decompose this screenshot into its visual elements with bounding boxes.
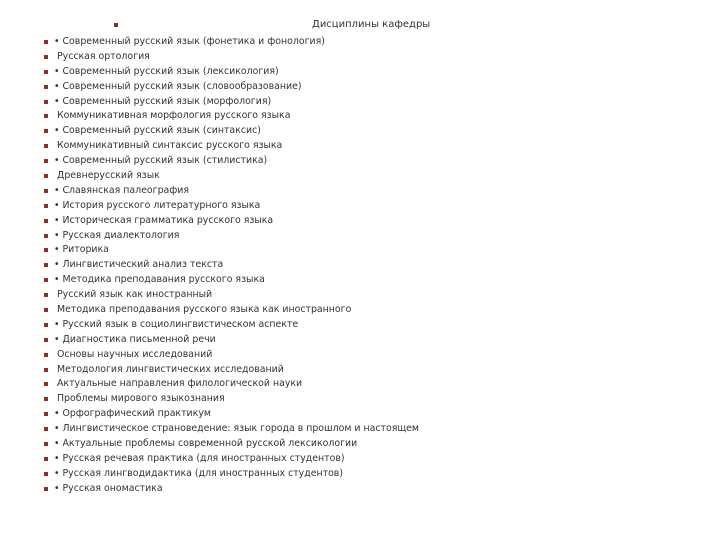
list-item-label: • Современный русский язык (фонетика и фонология) — [54, 36, 325, 47]
square-bullet-icon — [44, 323, 48, 327]
square-bullet-icon — [44, 219, 48, 223]
list-item — [0, 467, 720, 482]
list-item — [0, 65, 720, 80]
list-item — [0, 303, 720, 318]
square-bullet-icon — [44, 189, 48, 193]
square-bullet-icon — [44, 472, 48, 476]
square-bullet-icon — [44, 427, 48, 431]
list-item-label: • Орфографический практикум — [54, 408, 211, 420]
list-item-label: • Лингвистическое страноведение: язык города в прошлом и настоящем — [54, 423, 420, 435]
square-bullet-icon — [44, 278, 48, 282]
list-item — [0, 258, 720, 273]
title-row — [0, 18, 720, 34]
square-bullet-icon — [44, 263, 48, 267]
list-item-label: Актуальные направления филологической науки — [57, 378, 303, 390]
list-item-label: • Русская диалектология — [54, 229, 180, 241]
list-item-label: Методика преподавания русского языка как иностранного — [57, 304, 352, 316]
list-item-label: • Русский язык в социолингвистическом аспекте — [54, 318, 299, 330]
list-item — [0, 377, 720, 392]
list-item-label: • Славянская палеография — [54, 184, 190, 196]
square-bullet-icon — [44, 248, 48, 252]
square-bullet-icon — [44, 293, 48, 297]
list-item-label: • Диагностика письменной речи — [54, 333, 216, 345]
square-bullet-icon — [44, 457, 48, 461]
list-item — [0, 243, 720, 258]
list-item-label: • Современный русский язык (словообразование) — [54, 80, 302, 92]
square-bullet-icon — [44, 368, 48, 372]
square-bullet-icon — [44, 487, 48, 491]
square-bullet-icon — [44, 308, 48, 312]
square-bullet-icon — [44, 70, 48, 74]
list-item — [0, 333, 720, 348]
list-item — [0, 273, 720, 288]
list-item-label: • Современный русский язык (стилистика) — [54, 155, 268, 167]
square-bullet-icon — [44, 412, 48, 416]
square-bullet-icon — [44, 114, 48, 118]
list-item — [0, 348, 720, 363]
square-bullet-icon — [44, 85, 48, 89]
square-bullet-icon — [44, 159, 48, 163]
list-item — [0, 392, 720, 407]
list-item — [0, 407, 720, 422]
list-item — [0, 199, 720, 214]
list-item-label: Проблемы мирового языкознания — [57, 393, 225, 405]
square-bullet-icon — [44, 204, 48, 208]
list-item-label: Древнерусский язык — [57, 170, 160, 182]
list-item-label: Коммуникативный синтаксис русского языка — [57, 140, 283, 152]
list-item-label: • Современный русский язык (синтаксис) — [54, 125, 261, 137]
list-item-label: • История русского литературного языка — [54, 199, 261, 211]
list-item — [0, 363, 720, 378]
list-item — [0, 184, 720, 199]
square-bullet-icon — [44, 174, 48, 178]
square-bullet-icon — [44, 234, 48, 238]
list-item-label: • Лингвистический анализ текста — [54, 259, 224, 271]
list-item-label: • Риторика — [54, 244, 109, 256]
square-bullet-icon — [44, 40, 48, 44]
list-item-label: Русская ортология — [57, 50, 150, 62]
list-item-label: • Русская речевая практика (для иностранных студентов) — [54, 452, 345, 464]
square-bullet-icon — [44, 100, 48, 104]
list-item — [0, 50, 720, 65]
list-item — [0, 154, 720, 169]
list-item-label: • Русская ономастика — [54, 482, 163, 494]
list-item — [0, 35, 720, 50]
list-item-label: Коммуникативная морфология русского языка — [57, 110, 291, 122]
list-item — [0, 169, 720, 184]
title-bullet-icon — [114, 23, 118, 27]
list-item — [0, 452, 720, 467]
list-item — [0, 214, 720, 229]
list-item — [0, 124, 720, 139]
list-item — [0, 229, 720, 244]
square-bullet-icon — [44, 55, 48, 59]
list-item — [0, 109, 720, 124]
list-item-label: • Историческая грамматика русского языка — [54, 214, 274, 226]
list-item — [0, 422, 720, 437]
list-item — [0, 437, 720, 452]
list-item-label: • Русская лингводидактика (для иностранных студентов) — [54, 467, 343, 479]
list-item-label: • Актуальные проблемы современной русской лексикологии — [54, 438, 358, 450]
list-item — [0, 139, 720, 154]
list-item-label: Основы научных исследований — [57, 348, 213, 360]
square-bullet-icon — [44, 397, 48, 401]
square-bullet-icon — [44, 129, 48, 133]
list-item — [0, 95, 720, 110]
list-item — [0, 80, 720, 95]
square-bullet-icon — [44, 442, 48, 446]
page-title: Дисциплины кафедры — [312, 19, 431, 30]
square-bullet-icon — [44, 353, 48, 357]
list-item-label: • Современный русский язык (лексикология) — [54, 65, 279, 77]
list-item — [0, 288, 720, 303]
square-bullet-icon — [44, 382, 48, 386]
square-bullet-icon — [44, 338, 48, 342]
list-item-label: • Современный русский язык (морфология) — [54, 95, 272, 107]
discipline-list — [0, 35, 720, 497]
list-item-label: Методология лингвистических исследований — [57, 363, 284, 375]
list-item — [0, 318, 720, 333]
list-item-label: • Методика преподавания русского языка — [54, 274, 265, 286]
list-item-label: Русский язык как иностранный — [57, 289, 213, 301]
list-item — [0, 482, 720, 497]
square-bullet-icon — [44, 144, 48, 148]
